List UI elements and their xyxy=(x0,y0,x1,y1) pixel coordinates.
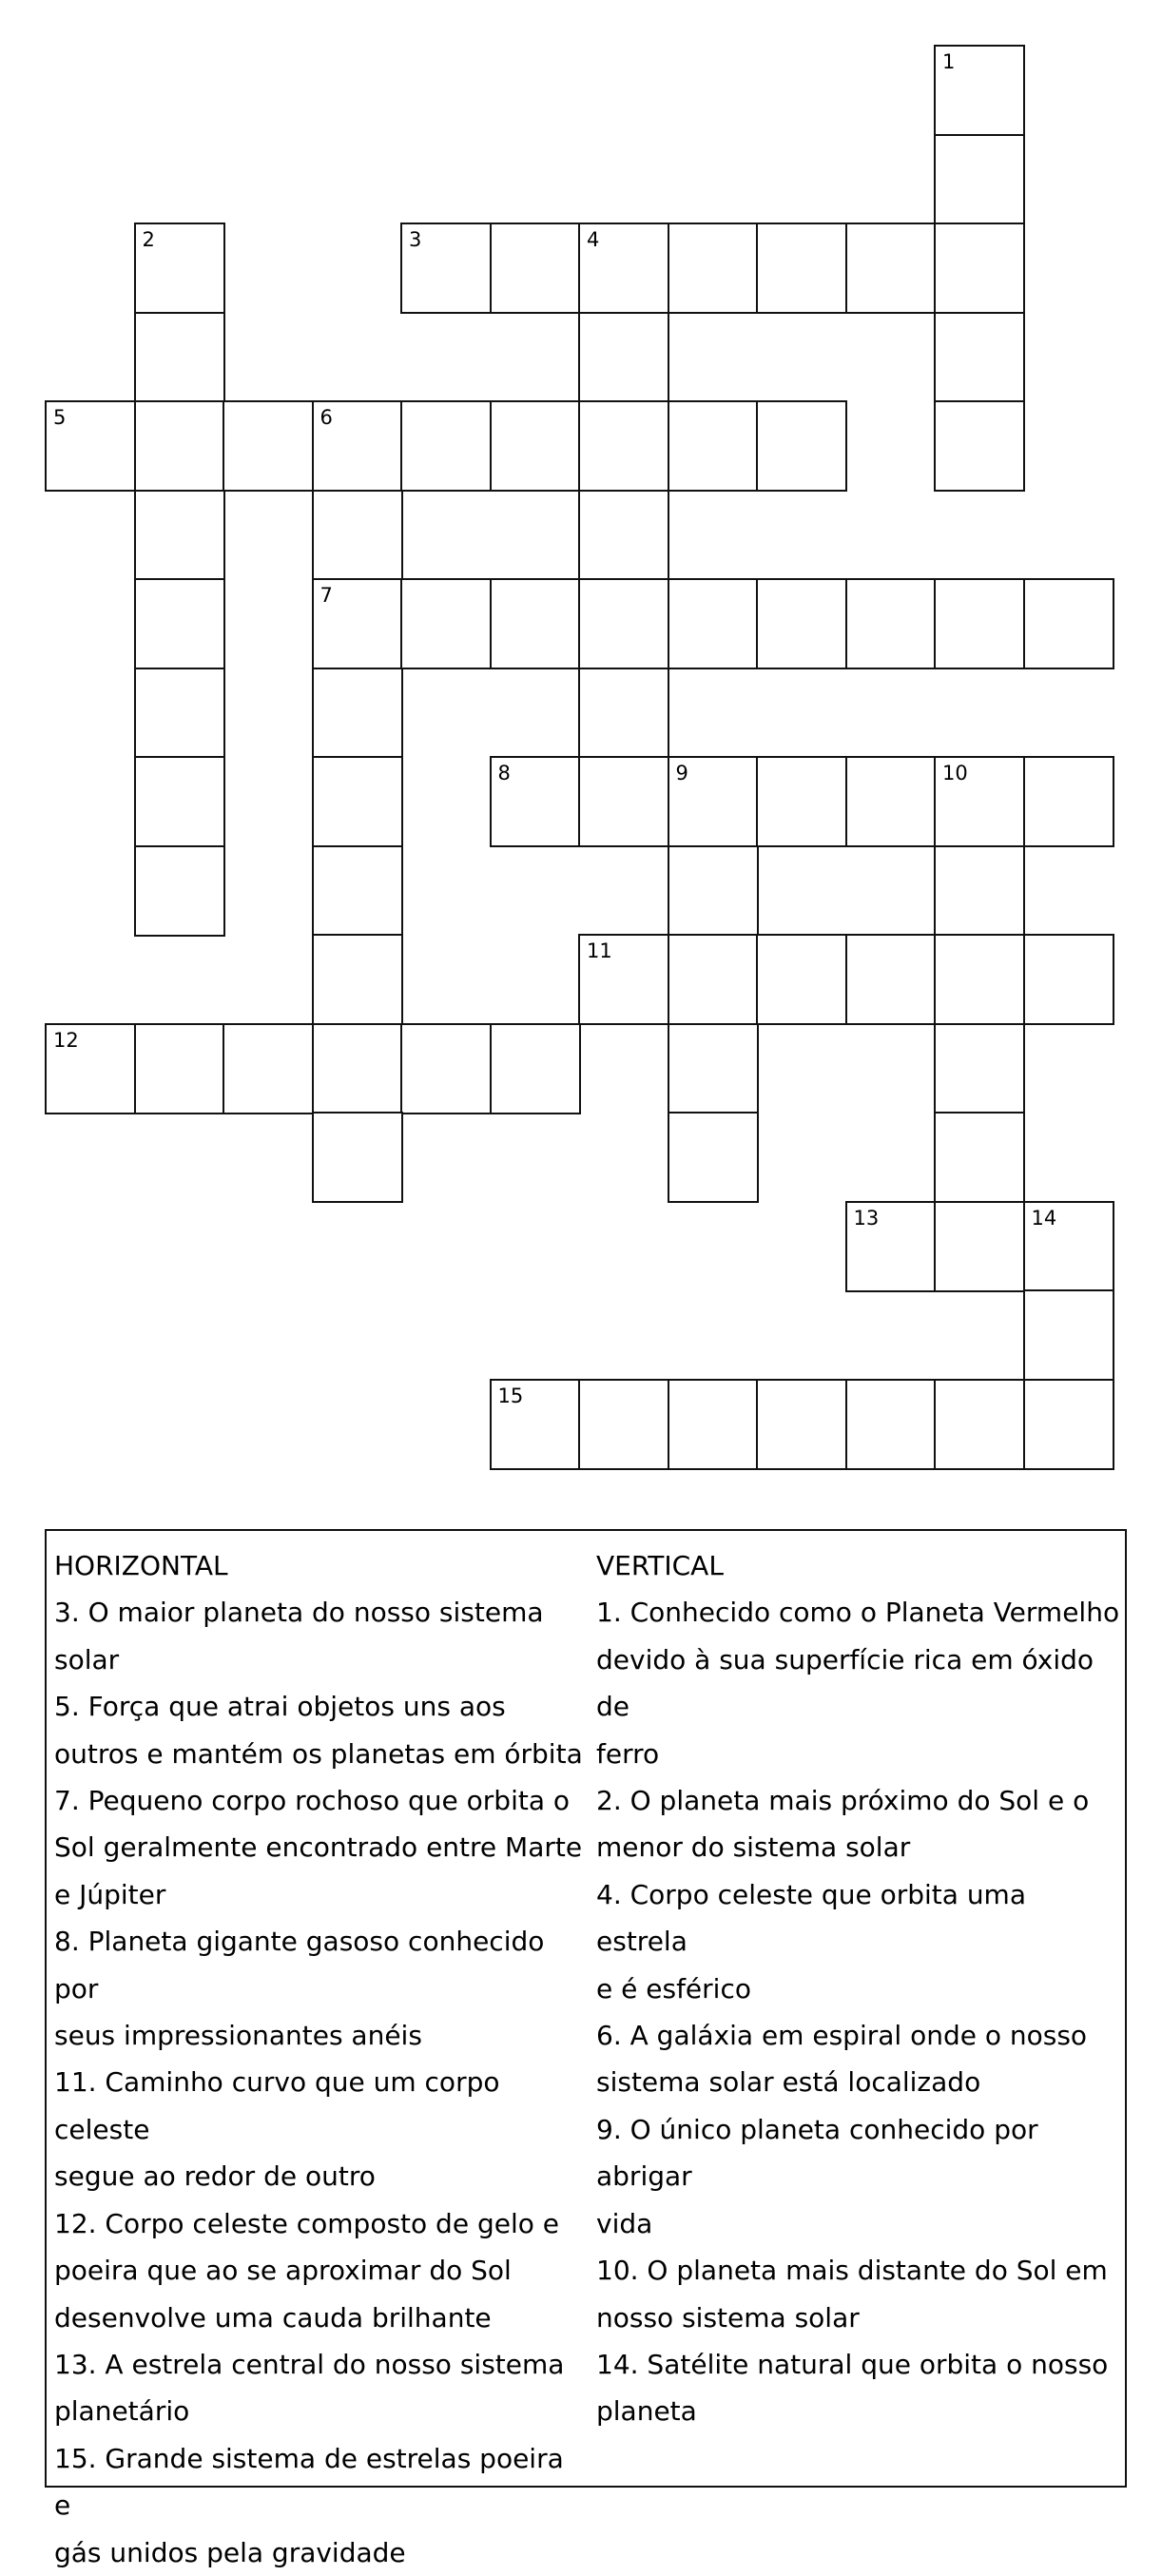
vertical-clue-line: devido à sua superfície rica em óxido de xyxy=(596,1643,1094,1723)
horizontal-heading: HORIZONTAL xyxy=(54,1550,228,1581)
crossword-cell[interactable] xyxy=(134,490,225,581)
crossword-cell[interactable] xyxy=(312,756,403,847)
vertical-clue-line: 1. Conhecido como o Planeta Vermelho xyxy=(596,1597,1120,1629)
crossword-cell[interactable] xyxy=(934,756,1025,847)
crossword-cell[interactable] xyxy=(756,578,847,669)
vertical-clue-line: nosso sistema solar xyxy=(596,2301,860,2334)
horizontal-clue-line: 8. Planeta gigante gasoso conhecido por xyxy=(54,1926,545,2005)
horizontal-clue-line: desenvolve uma cauda brilhante xyxy=(54,2301,492,2334)
crossword-cell[interactable] xyxy=(668,934,759,1025)
crossword-cell[interactable] xyxy=(490,400,581,492)
crossword-cell[interactable] xyxy=(312,934,403,1025)
crossword-cell[interactable] xyxy=(223,1023,314,1114)
horizontal-clue-list xyxy=(54,1589,587,2576)
crossword-cell[interactable] xyxy=(756,223,847,314)
crossword-cell[interactable] xyxy=(578,1379,669,1470)
crossword-cell[interactable] xyxy=(845,756,937,847)
crossword-cell[interactable] xyxy=(312,845,403,937)
horizontal-clue-line: 15. Grande sistema de estrelas poeira e xyxy=(54,2442,564,2522)
horizontal-clues xyxy=(54,1542,587,2576)
crossword-cell[interactable] xyxy=(1023,578,1114,669)
crossword-cell[interactable] xyxy=(668,223,759,314)
vertical-clue-line: sistema solar está localizado xyxy=(596,2066,981,2099)
crossword-cell[interactable] xyxy=(578,668,669,759)
vertical-clue-line: 2. O planeta mais próximo do Sol e o xyxy=(596,1785,1090,1817)
crossword-cell[interactable] xyxy=(934,223,1025,314)
clue-number: 6 xyxy=(320,406,333,429)
clue-number: 15 xyxy=(497,1384,524,1407)
crossword-cell[interactable] xyxy=(845,1379,937,1470)
clue-number: 2 xyxy=(142,228,155,251)
crossword-cell[interactable] xyxy=(578,934,669,1025)
clue-number: 13 xyxy=(853,1206,880,1230)
crossword-cell[interactable] xyxy=(134,845,225,937)
vertical-clue-line: menor do sistema solar xyxy=(596,1831,911,1864)
clue-number: 8 xyxy=(497,762,511,784)
crossword-cell[interactable] xyxy=(400,1023,492,1114)
vertical-heading: VERTICAL xyxy=(596,1550,724,1581)
vertical-clue-list xyxy=(596,1589,1125,2434)
vertical-clue-line: 9. O único planeta conhecido por abrigar xyxy=(596,2113,1038,2193)
horizontal-clue-line: segue ao redor de outro xyxy=(54,2160,376,2193)
crossword-cell[interactable] xyxy=(668,400,759,492)
crossword-cell[interactable] xyxy=(134,668,225,759)
crossword-cell[interactable] xyxy=(312,1112,403,1203)
clue-number: 10 xyxy=(942,762,968,784)
crossword-cell[interactable] xyxy=(934,134,1025,225)
horizontal-clue-line: 13. A estrela central do nosso sistema xyxy=(54,2348,565,2380)
crossword-cell[interactable] xyxy=(490,223,581,314)
clue-number: 7 xyxy=(320,584,333,607)
horizontal-clue-line: seus impressionantes anéis xyxy=(54,2020,422,2052)
horizontal-clue-line: 12. Corpo celeste composto de gelo e xyxy=(54,2207,559,2239)
clue-number: 5 xyxy=(53,406,67,429)
horizontal-clue-line: planetário xyxy=(54,2395,190,2428)
vertical-clue-line: 14. Satélite natural que orbita o nosso xyxy=(596,2348,1109,2380)
vertical-clues xyxy=(596,1542,1125,2435)
clues-box xyxy=(45,1529,1127,2568)
crossword-cell[interactable] xyxy=(134,1023,225,1114)
crossword-cell[interactable] xyxy=(934,1023,1025,1114)
vertical-clue-line: 6. A galáxia em espiral onde o nosso xyxy=(596,2020,1088,2052)
horizontal-clue-line: poeira que ao se aproximar do Sol xyxy=(54,2255,512,2287)
horizontal-clue-line: solar xyxy=(54,1643,120,1675)
vertical-clue-line: vida xyxy=(596,2207,653,2239)
crossword-cell[interactable] xyxy=(134,756,225,847)
crossword-cell[interactable] xyxy=(312,1023,403,1114)
crossword-cell[interactable] xyxy=(134,578,225,669)
crossword-cell[interactable] xyxy=(668,845,759,937)
horizontal-clue-line: outros e mantém os planetas em órbita xyxy=(54,1737,583,1770)
crossword-cell[interactable] xyxy=(668,1023,759,1114)
crossword-cell[interactable] xyxy=(934,1201,1025,1292)
crossword-cell[interactable] xyxy=(668,578,759,669)
crossword-cell[interactable] xyxy=(312,578,403,669)
horizontal-clue-line: Sol geralmente encontrado entre Marte xyxy=(54,1831,583,1864)
crossword-cell[interactable] xyxy=(845,1201,937,1292)
crossword-cell[interactable] xyxy=(756,756,847,847)
vertical-clue-line: e é esférico xyxy=(596,1972,751,2005)
horizontal-clue-line: e Júpiter xyxy=(54,1878,166,1910)
horizontal-clue-line: 11. Caminho curvo que um corpo celeste xyxy=(54,2066,500,2145)
crossword-cell[interactable] xyxy=(578,223,669,314)
crossword-cell[interactable] xyxy=(1023,756,1114,847)
crossword-cell[interactable] xyxy=(400,223,492,314)
crossword-cell[interactable] xyxy=(756,934,847,1025)
crossword-cell[interactable] xyxy=(668,756,759,847)
crossword-cell[interactable] xyxy=(134,312,225,403)
clue-number: 9 xyxy=(675,762,688,784)
clue-number: 4 xyxy=(587,228,600,251)
crossword-cell[interactable] xyxy=(223,400,314,492)
crossword-cell[interactable] xyxy=(845,934,937,1025)
crossword-cell[interactable] xyxy=(934,312,1025,403)
crossword-cell[interactable] xyxy=(1023,1379,1114,1470)
crossword-cell[interactable] xyxy=(756,1379,847,1470)
horizontal-clue-line: 3. O maior planeta do nosso sistema xyxy=(54,1597,544,1629)
crossword-cell[interactable] xyxy=(934,45,1025,136)
crossword-cell[interactable] xyxy=(312,490,403,581)
crossword-cell[interactable] xyxy=(1023,934,1114,1025)
crossword-cell[interactable] xyxy=(934,934,1025,1025)
crossword-cell[interactable] xyxy=(400,400,492,492)
crossword-cell[interactable] xyxy=(934,845,1025,937)
crossword-cell[interactable] xyxy=(668,1379,759,1470)
crossword-cell[interactable] xyxy=(134,400,225,492)
clue-number: 11 xyxy=(587,939,612,962)
horizontal-clue-line: 7. Pequeno corpo rochoso que orbita o xyxy=(54,1785,571,1817)
clue-number: 14 xyxy=(1031,1206,1057,1230)
crossword-cell[interactable] xyxy=(578,578,669,669)
crossword-cell[interactable] xyxy=(934,1379,1025,1470)
crossword-cell[interactable] xyxy=(578,400,669,492)
crossword-cell[interactable] xyxy=(490,756,581,847)
crossword-cell[interactable] xyxy=(490,1023,581,1114)
crossword-cell[interactable] xyxy=(845,578,937,669)
crossword-cell[interactable] xyxy=(668,1112,759,1203)
clue-number: 3 xyxy=(409,228,422,251)
crossword-cell[interactable] xyxy=(756,400,847,492)
crossword-cell[interactable] xyxy=(134,223,225,314)
vertical-clue-line: 10. O planeta mais distante do Sol em xyxy=(596,2255,1108,2287)
crossword-cell[interactable] xyxy=(934,400,1025,492)
vertical-clue-line: ferro xyxy=(596,1737,660,1770)
crossword-cell[interactable] xyxy=(845,223,937,314)
crossword-cell[interactable] xyxy=(400,578,492,669)
crossword-cell[interactable] xyxy=(490,1379,581,1470)
crossword-cell[interactable] xyxy=(45,400,136,492)
crossword-cell[interactable] xyxy=(578,490,669,581)
horizontal-clue-line: gás unidos pela gravidade xyxy=(54,2536,406,2568)
crossword-cell[interactable] xyxy=(1023,1289,1114,1381)
vertical-clue-line: 4. Corpo celeste que orbita uma estrela xyxy=(596,1878,1026,1958)
crossword-cell[interactable] xyxy=(934,578,1025,669)
crossword-cell[interactable] xyxy=(312,668,403,759)
crossword-cell[interactable] xyxy=(490,578,581,669)
crossword-cell[interactable] xyxy=(578,756,669,847)
clue-number: 1 xyxy=(942,50,956,73)
crossword-cell[interactable] xyxy=(934,1112,1025,1203)
crossword-cell[interactable] xyxy=(1023,1201,1114,1292)
crossword-cell[interactable] xyxy=(578,312,669,403)
clue-number: 12 xyxy=(53,1028,79,1052)
horizontal-clue-line: 5. Força que atrai objetos uns aos xyxy=(54,1691,506,1723)
crossword-cell[interactable] xyxy=(45,1023,136,1114)
vertical-clue-line: planeta xyxy=(596,2395,697,2428)
crossword-cell[interactable] xyxy=(312,400,403,492)
